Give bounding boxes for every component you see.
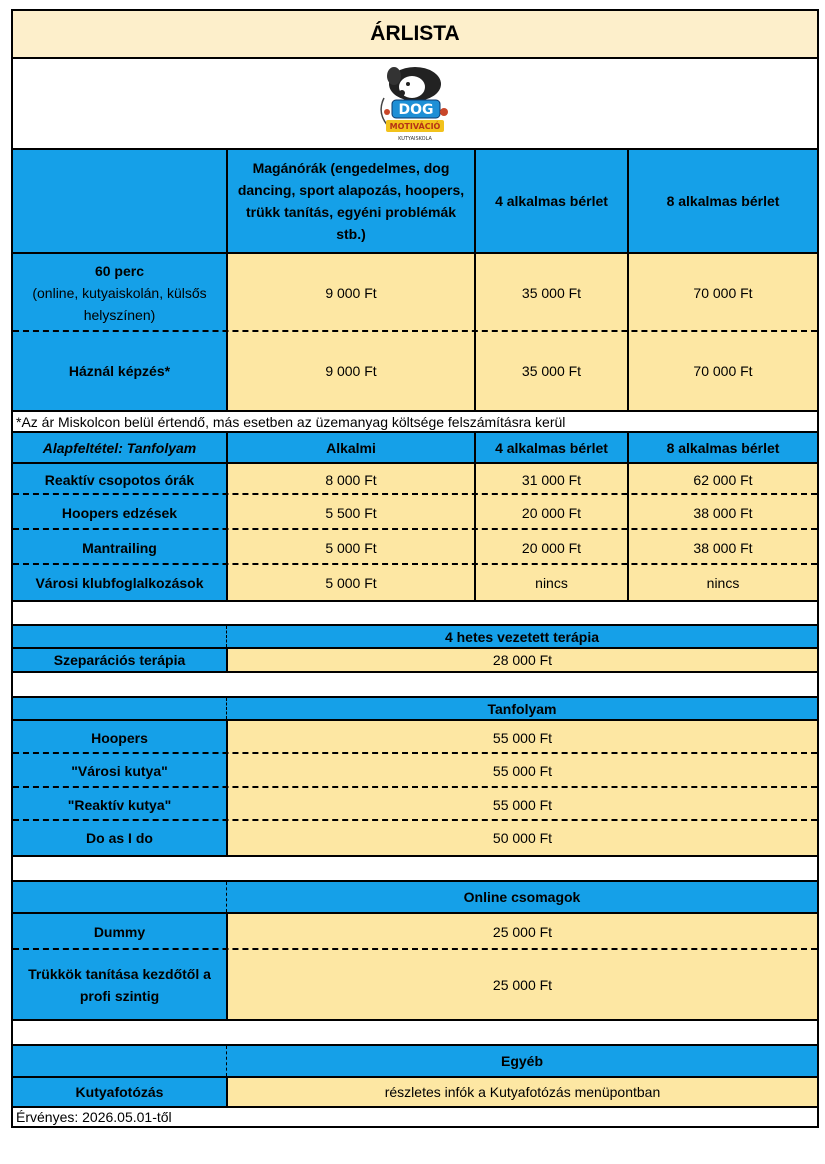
price-cell: 20 000 Ft	[474, 530, 627, 565]
groups-row-label: Mantrailing	[13, 530, 226, 565]
therapy-row-label: Szeparációs terápia	[13, 649, 226, 671]
price-cell: részletes infók a Kutyafotózás menüpontban	[226, 1078, 817, 1106]
therapy-header-row	[11, 624, 819, 647]
spacer-row	[11, 600, 819, 624]
groups-header-row	[11, 431, 819, 462]
groups-row	[11, 462, 819, 495]
private-row-label: Háznál képzés*	[13, 332, 226, 410]
courses-header-row	[11, 696, 819, 719]
online-header: Online csomagok	[226, 882, 817, 912]
price-cell: 62 000 Ft	[627, 464, 817, 495]
groups-header-condition: Alapfeltétel: Tanfolyam	[42, 439, 197, 456]
price-cell: 38 000 Ft	[627, 495, 817, 530]
other-header: Egyéb	[226, 1046, 817, 1076]
price-cell: 38 000 Ft	[627, 530, 817, 565]
price-cell: 9 000 Ft	[226, 254, 474, 332]
online-row-label: Trükkök tanítása kezdőtől a profi szintig	[13, 950, 226, 1019]
price-cell: 9 000 Ft	[226, 332, 474, 410]
price-cell: 20 000 Ft	[474, 495, 627, 530]
course-row	[11, 719, 819, 754]
price-cell: 35 000 Ft	[474, 332, 627, 410]
price-cell: 5 500 Ft	[226, 495, 474, 530]
title-row	[11, 9, 819, 57]
private-header-row	[11, 148, 819, 252]
spacer-row	[11, 671, 819, 696]
other-header-row	[11, 1044, 819, 1076]
private-row-label-sub: (online, kutyaiskolán, külsős helyszínen)	[32, 285, 207, 323]
groups-row-label: Városi klubfoglalkozások	[13, 565, 226, 600]
other-row	[11, 1076, 819, 1106]
private-header-lessons: Magánórák (engedelmes, dog dancing, sport alapozás, hoopers, trükk tanítás, egyéni problémák stb.)	[226, 150, 474, 252]
page-title: ÁRLISTA	[370, 22, 460, 45]
private-row-home	[11, 332, 819, 410]
course-row-label: Do as I do	[13, 821, 226, 855]
validity-date: Érvényes: 2026.05.01-től	[16, 1109, 172, 1125]
groups-header-8pass: 8 alkalmas bérlet	[627, 433, 817, 462]
price-cell: 25 000 Ft	[226, 950, 817, 1019]
price-cell: 8 000 Ft	[226, 464, 474, 495]
private-header-4pass: 4 alkalmas bérlet	[474, 150, 627, 252]
price-cell: 28 000 Ft	[226, 649, 817, 671]
online-row	[11, 912, 819, 950]
groups-row	[11, 565, 819, 600]
price-cell: 50 000 Ft	[226, 821, 817, 855]
private-row-60	[11, 252, 819, 332]
price-cell: 31 000 Ft	[474, 464, 627, 495]
groups-row	[11, 495, 819, 530]
course-row	[11, 821, 819, 855]
course-row-label: "Városi kutya"	[13, 754, 226, 788]
spacer-row	[11, 1019, 819, 1044]
price-cell: nincs	[627, 565, 817, 600]
price-cell: 70 000 Ft	[627, 332, 817, 410]
course-row-label: "Reaktív kutya"	[13, 788, 226, 821]
price-cell: nincs	[474, 565, 627, 600]
price-cell: 55 000 Ft	[226, 788, 817, 821]
logo-row	[11, 57, 819, 148]
logo-text-kutyaiskola: KUTYAISKOLA	[398, 135, 432, 142]
course-row	[11, 754, 819, 788]
other-row-label: Kutyafotózás	[13, 1078, 226, 1106]
logo-text-motivacio: MOTIVÁCIÓ	[389, 121, 441, 131]
online-row-label: Dummy	[13, 914, 226, 950]
groups-row-label: Reaktív csopotos órák	[13, 464, 226, 495]
online-header-row	[11, 880, 819, 912]
online-row	[11, 950, 819, 1019]
price-cell: 25 000 Ft	[226, 914, 817, 950]
private-header-empty	[13, 150, 226, 252]
therapy-header: 4 hetes vezetett terápia	[226, 626, 817, 647]
private-row-label	[13, 254, 226, 332]
logo-text-dog: DOG	[398, 101, 434, 118]
note-row	[11, 410, 819, 431]
validity-row	[11, 1106, 819, 1128]
price-cell: 55 000 Ft	[226, 754, 817, 788]
price-cell: 5 000 Ft	[226, 565, 474, 600]
price-list-sheet	[11, 9, 819, 1128]
price-cell: 35 000 Ft	[474, 254, 627, 332]
therapy-row	[11, 647, 819, 671]
courses-header: Tanfolyam	[226, 698, 817, 719]
groups-header-single: Alkalmi	[226, 433, 474, 462]
private-row-label-main: 60 perc	[94, 263, 145, 279]
price-note: *Az ár Miskolcon belül értendő, más esetben az üzemanyag költsége felszámításra kerül	[16, 413, 566, 430]
dog-motivacio-logo	[372, 62, 458, 146]
course-row-label: Hoopers	[13, 721, 226, 754]
price-cell: 55 000 Ft	[226, 721, 817, 754]
spacer-row	[11, 855, 819, 880]
course-row	[11, 788, 819, 821]
groups-row	[11, 530, 819, 565]
groups-header-4pass: 4 alkalmas bérlet	[474, 433, 627, 462]
price-cell: 5 000 Ft	[226, 530, 474, 565]
private-header-8pass: 8 alkalmas bérlet	[627, 150, 817, 252]
price-cell: 70 000 Ft	[627, 254, 817, 332]
groups-row-label: Hoopers edzések	[13, 495, 226, 530]
